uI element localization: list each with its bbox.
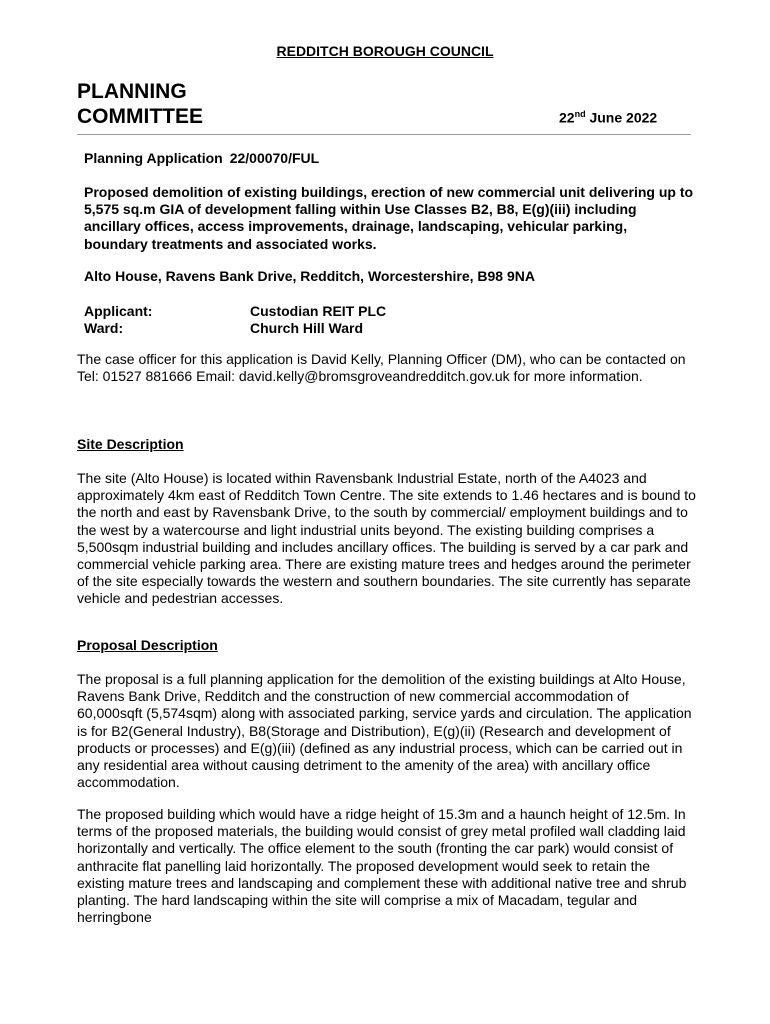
council-name: REDDITCH BOROUGH COUNCIL [276, 43, 494, 59]
case-officer-text: The case officer for this application is David Kelly, Planning Officer (DM), who can be contacted on Tel: 01527 881666 Email: david.kelly@bromsgroveandredditch.gov.uk for more information. [77, 351, 686, 385]
proposal-description-heading: Proposal Description [77, 637, 218, 653]
page-title [77, 79, 203, 129]
committee-date [559, 109, 657, 126]
site-description-text: The site (Alto House) is located within Ravensbank Industrial Estate, north of the A4023 and approximately 4km east of Redditch Town Centre. The site extends to 1.46 hectares and is bound to the north and east by Ravensbank Drive, to the south by commercial/ employment buildings and to the west by a watercourse and light industrial units beyond. The existing building comprises a 5,500sqm industrial building and includes ancillary offices. The building is served by a car park and commercial vehicle parking area. There are existing mature trees and hedges around the perimeter of the site especially towards the western and southern boundaries. The site currently has separate vehicle and pedestrian accesses. [77, 470, 696, 607]
application-reference [84, 150, 319, 166]
title-line-1: PLANNING [77, 80, 187, 103]
proposal-paragraph-2: The proposed building which would have a ridge height of 15.3m and a haunch height of 12.5m. In terms of the proposed materials, the building would consist of grey metal profiled wall cladding laid horizontally and vertically. The office element to the south (fronting the car park) would consist of anthracite flat panelling laid horizontally. The proposed development would seek to retain the existing mature trees and landscaping and complement these with additional native tree and shrub planting. The hard landscaping within the site will comprise a mix of Macadam, tegular and herringbone [77, 806, 687, 926]
proposal-summary: Proposed demolition of existing buildings, erection of new commercial unit delivering up to 5,575 sq.m GIA of development falling within Use Classes B2, B8, E(g)(iii) including ancillary offices, access improvements, drainage, landscaping, vehicular parking, boundary treatments and associated works. [84, 184, 694, 252]
application-number: 22/00070/FUL [229, 150, 320, 166]
title-line-2: COMMITTEE [77, 105, 203, 128]
site-address: Alto House, Ravens Bank Drive, Redditch, Worcestershire, B98 9NA [84, 268, 535, 284]
site-description-heading: Site Description [77, 436, 184, 452]
applicant-label: Applicant: [84, 303, 153, 319]
date-day: 22 [559, 109, 575, 126]
proposal-paragraph-1: The proposal is a full planning application for the demolition of the existing buildings at Alto House, Ravens Bank Drive, Redditch and the construction of new commercial accommodation of 60,000sqft (5,574sqm) along with associated parking, service yards and circulation. The application is for B2(General Industry), B8(Storage and Distribution), E(g)(ii) (Research and development of products or processes) and E(g)(iii) (defined as any industrial process, which can be carried out in any residential area without causing detriment to the amenity of the area) with ancillary office accommodation. [77, 671, 692, 791]
application-label: Planning Application [84, 150, 223, 166]
ward-value: Church Hill Ward [250, 320, 364, 336]
date-suffix: nd [574, 109, 586, 119]
ward-label: Ward: [84, 320, 124, 336]
header-divider [77, 134, 691, 135]
applicant-value: Custodian REIT PLC [250, 303, 387, 319]
date-rest: June 2022 [585, 109, 658, 126]
